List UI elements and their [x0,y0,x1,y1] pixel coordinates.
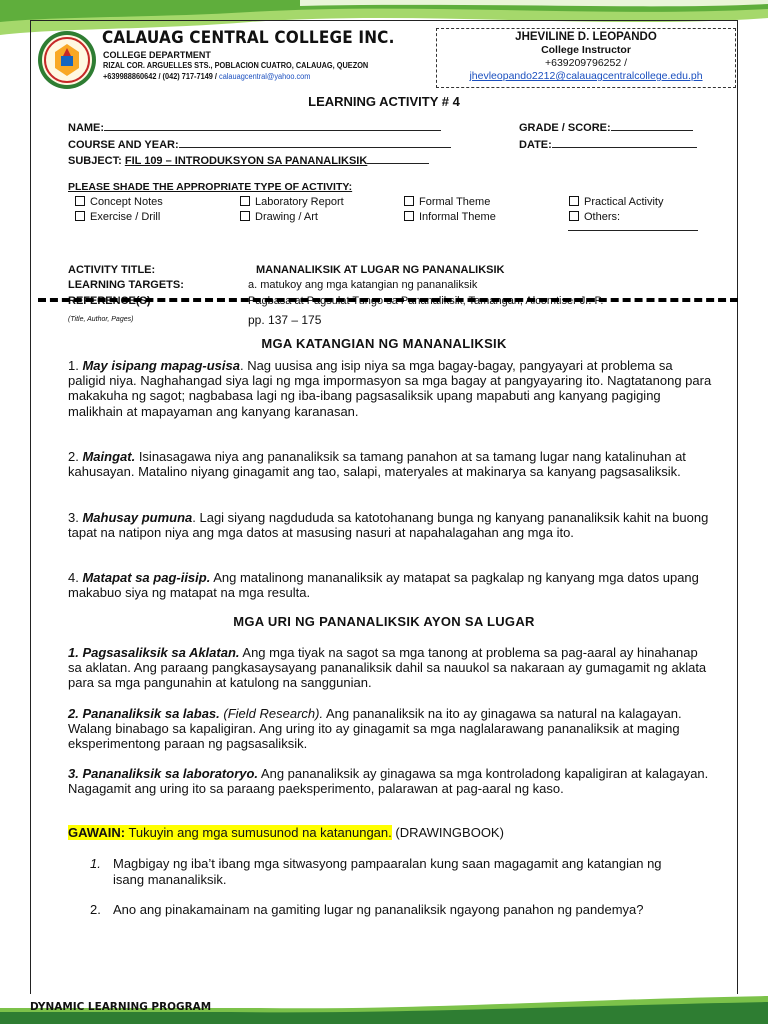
section-heading-katangian: MGA KATANGIAN NG MANANALIKSIK [261,336,507,351]
gawain-instruction [68,825,504,840]
checkbox-icon [240,196,250,206]
dashed-cut-line [38,298,738,302]
references-label: REFERENCE(S) [68,295,151,307]
option-others[interactable] [569,211,620,223]
checkbox-icon [569,196,579,206]
uri-item: 2. Pananaliksik sa labas. (Field Research). Ang pananaliksik na ito ay ginagawa sa natural na kalagayan. Walang binabago sa kapaligiran. Ang uring ito ay ginagamit sa mga naglalarawang pananaliksik at maging eksperimentong paraan ng pagsasaliksik. [68,706,682,752]
name-label: NAME: [68,122,105,134]
option-label: Informal Theme [419,211,496,223]
college-seal-logo [37,30,97,90]
instructor-email[interactable]: jhevleopando2212@calauagcentralcollege.edu.ph [469,70,703,82]
department: COLLEGE DEPARTMENT [103,50,211,60]
footer-program-name: DYNAMIC LEARNING PROGRAM [30,1000,212,1013]
college-name: CALAUAG CENTRAL COLLEGE INC. [102,28,395,48]
question-number: 2. [90,902,101,917]
instructor-box [436,28,736,88]
option-concept-notes[interactable] [75,196,163,208]
others-blank-line[interactable] [568,230,698,231]
option-formal-theme[interactable] [404,196,490,208]
name-field[interactable] [68,120,441,134]
college-email[interactable]: calauagcentral@yahoo.com [219,72,311,81]
checkbox-icon [404,196,414,206]
checkbox-icon [75,196,85,206]
learning-targets-label: LEARNING TARGETS: [68,279,184,291]
subject-field [68,153,429,167]
uri-item: 1. Pagsasaliksik sa Aklatan. Ang mga tiyak na sagot sa mga tanong at problema sa pag-aaral ay hinahanap sa aklatan. Ang paraang pangkasaysayang pananaliksik dahil sa nauukol sa nakaraan ay gumagamit ng aklata para sa mga pangunahin at katulong na sanggunian. [68,645,707,691]
checkbox-icon [75,211,85,221]
option-drawing-art[interactable] [240,211,318,223]
uri-item: 3. Pananaliksik sa laboratoryo. Ang pananaliksik ay ginagawa sa mga kontroladong kapaligiran at kalagayan. Nagagamit ang uring ito sa paraang paeksperimento, palarawan at pag-aaral ng kaso. [68,766,709,797]
checkbox-icon [569,211,579,221]
katangian-item: 4. Matapat sa pag-iisip. Ang matalinong mananaliksik ay matapat sa pagkalap ng kanyang mga datos upang makabuo siya ng matapat na mga resulta. [68,570,699,601]
option-label: Exercise / Drill [90,211,161,223]
grade-label: GRADE / SCORE: [519,122,611,134]
references-pages: pp. 137 – 175 [248,313,322,327]
option-laboratory-report[interactable] [240,196,344,208]
option-exercise-drill[interactable] [75,211,160,223]
college-phones: +639988860642 / (042) 717-7149 / [103,72,220,81]
activity-title-label: ACTIVITY TITLE: [68,264,156,276]
checkbox-icon [240,211,250,221]
katangian-item: 3. Mahusay pumuna. Lagi siyang nagdududa sa katotohanang bunga ng kanyang pananaliksik kahit na buong tapat na natipon niya ang mga datos at masusing nasuri at napahalagahan ang mga ito. [68,510,709,541]
option-practical-activity[interactable] [569,196,663,208]
option-label: Drawing / Art [255,211,318,223]
option-label: Formal Theme [419,196,491,208]
instructor-role: College Instructor [541,44,631,56]
option-label: Others: [584,211,621,223]
checkbox-icon [404,211,414,221]
gawain-note: (DRAWINGBOOK) [391,825,504,840]
subject-label: SUBJECT: [68,155,125,167]
college-address: RIZAL COR. ARGUELLES STS., POBLACION CUATRO, CALAUAG, QUEZON [103,61,369,70]
option-label: Laboratory Report [255,196,344,208]
activity-title-value: MANANALIKSIK AT LUGAR NG PANANALIKSIK [256,264,505,276]
instructor-phone: +639209796252 / [544,57,628,69]
references-value: Pagbasa at Pagsulat Tungo sa Pananaliksik, Tamangan, Alcomtiser Jr. P. [248,295,604,307]
section-heading-uri: MGA URI NG PANANALIKSIK AYON SA LUGAR [233,614,535,629]
course-label: COURSE AND YEAR: [68,139,179,151]
references-note: (Title, Author, Pages) [68,316,134,323]
gawain-label: GAWAIN: [68,825,126,840]
activity-number-title: LEARNING ACTIVITY # 4 [308,94,460,109]
date-field[interactable] [519,137,697,151]
gawain-text: Tukuyin ang mga sumusunod na katanungan. [125,825,392,840]
date-label: DATE: [519,139,552,151]
college-contact [103,72,310,81]
katangian-item: 2. Maingat. Isinasagawa niya ang pananaliksik sa tamang panahon at sa tamang lugar nang katalinuhan at kahusayan. Matalino niyang ginagamit ang tao, salapi, materyales at makinarya sa kanyang pagsasaliksik. [68,449,686,480]
course-field[interactable] [68,137,451,151]
question-text: Ano ang pinakamainam na gamiting lugar ng pananaliksik ngayong panahon ng pandemya? [113,902,644,917]
learning-targets-value: a. matukoy ang mga katangian ng pananaliksik [248,279,478,291]
instructor-name: JHEVILINE D. LEOPANDO [515,31,657,43]
shade-instruction: PLEASE SHADE THE APPROPRIATE TYPE OF ACTIVITY: [68,181,353,193]
katangian-item: 1. May isipang mapag-usisa. Nag uusisa ang isip niya sa mga bagay-bagay, pangyayari at problema sa paligid niya. Naghahangad siya lagi ng mga impormasyon sa mga bagay at pangyayaring ito. Nagtatanong para makakuha ng sagot; nagbabasa lagi ng iba-ibang pagsasaliksik upang mapabuti ang kanyang pagiging malikhain at mapayaman ang kanyang karanasan. [68,358,712,419]
option-label: Concept Notes [90,196,163,208]
grade-field[interactable] [519,120,693,134]
option-label: Practical Activity [584,196,664,208]
option-informal-theme[interactable] [404,211,496,223]
subject-value: FIL 109 – INTRODUKSYON SA PANANALIKSIK [124,155,368,167]
question-text: Magbigay ng iba’t ibang mga sitwasyong pampaaralan kung saan magagamit ang katangian ng isang mananaliksik. [113,856,662,887]
question-number: 1. [90,856,101,871]
